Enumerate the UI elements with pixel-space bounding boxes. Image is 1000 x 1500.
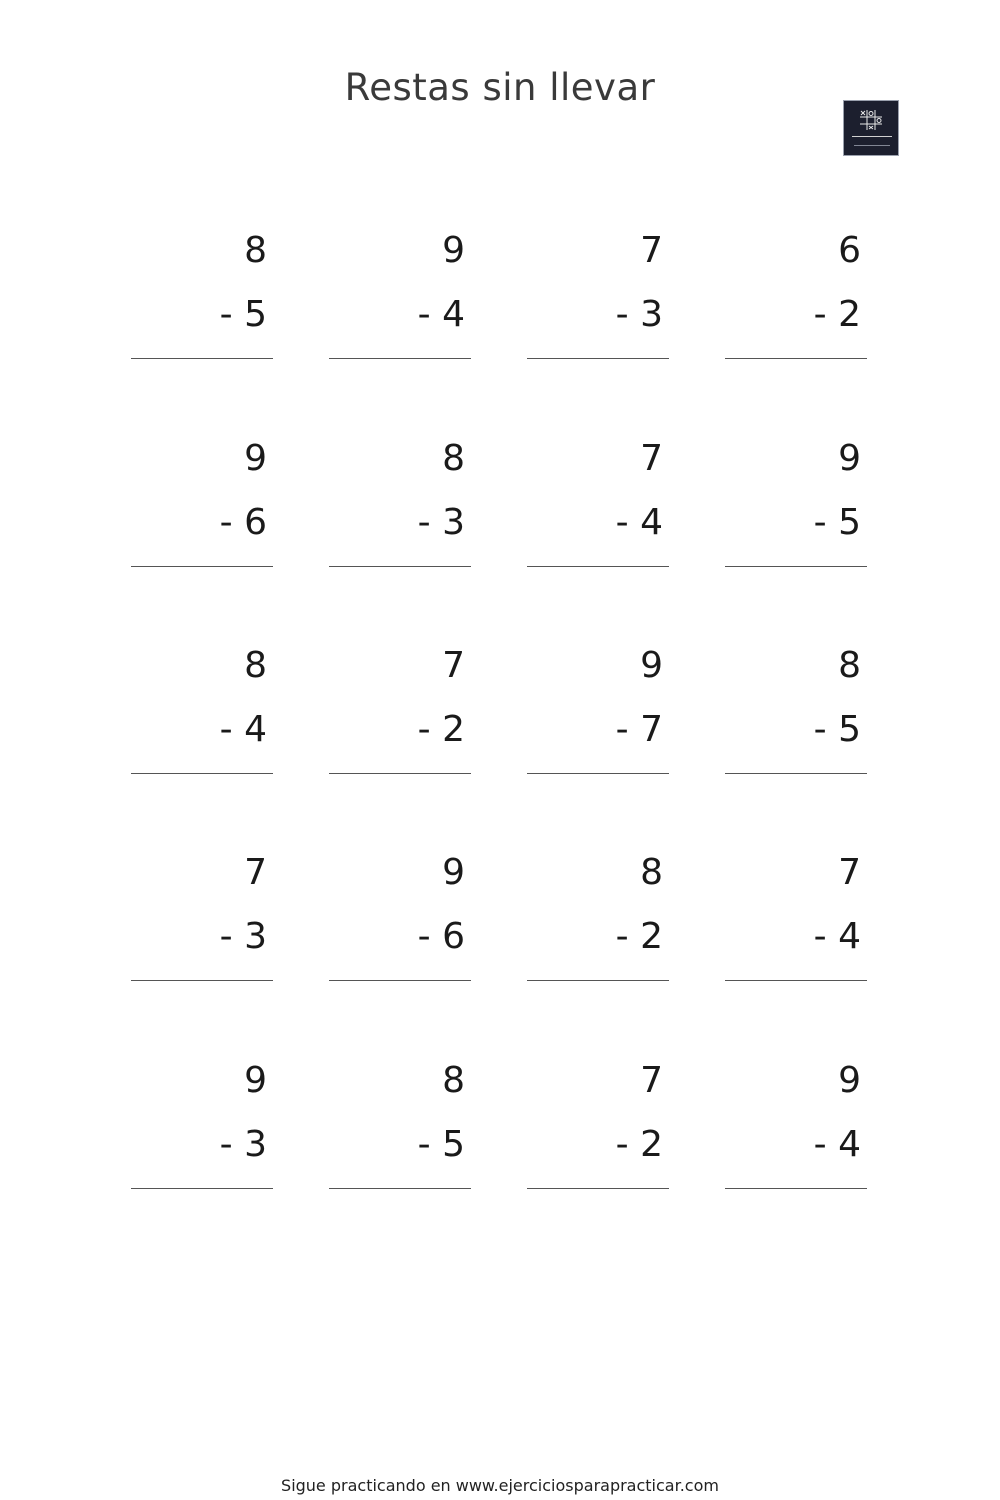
subtraction-problem — [527, 439, 669, 599]
footer-note: Sigue practicando en www.ejerciciosparapracticar.com — [281, 1476, 719, 1495]
minuend: 7 — [442, 645, 465, 686]
subtraction-problem — [527, 1061, 669, 1221]
subtraction-problem — [329, 439, 471, 599]
minuend: 8 — [244, 645, 267, 686]
minuend: 9 — [838, 438, 861, 479]
answer-line[interactable] — [329, 1188, 471, 1189]
answer-line[interactable] — [527, 566, 669, 567]
answer-line[interactable] — [329, 980, 471, 981]
minuend: 9 — [442, 230, 465, 271]
subtrahend: - 3 — [615, 294, 663, 335]
minuend: 9 — [244, 1060, 267, 1101]
subtrahend: - 3 — [219, 916, 267, 957]
subtrahend: - 7 — [615, 709, 663, 750]
answer-line[interactable] — [131, 358, 273, 359]
minuend: 9 — [244, 438, 267, 479]
answer-line[interactable] — [131, 1188, 273, 1189]
subtrahend: - 4 — [417, 294, 465, 335]
answer-line[interactable] — [725, 1188, 867, 1189]
minuend: 7 — [640, 230, 663, 271]
subtrahend: - 5 — [219, 294, 267, 335]
subtrahend: - 6 — [219, 502, 267, 543]
minuend: 7 — [640, 1060, 663, 1101]
subtrahend: - 3 — [417, 502, 465, 543]
minuend: 9 — [640, 645, 663, 686]
minuend: 8 — [442, 1060, 465, 1101]
subtraction-problem — [725, 231, 867, 391]
answer-line[interactable] — [131, 773, 273, 774]
subtrahend: - 6 — [417, 916, 465, 957]
minuend: 8 — [838, 645, 861, 686]
minuend: 7 — [838, 852, 861, 893]
subtrahend: - 4 — [813, 1124, 861, 1165]
subtraction-problem — [527, 231, 669, 391]
page-title: Restas sin llevar — [344, 66, 656, 109]
minuend: 7 — [640, 438, 663, 479]
subtraction-problem — [329, 646, 471, 806]
subtraction-problem — [131, 231, 273, 391]
answer-line[interactable] — [131, 566, 273, 567]
minuend: 9 — [442, 852, 465, 893]
answer-line[interactable] — [527, 980, 669, 981]
subtraction-problem — [131, 439, 273, 599]
minuend: 8 — [640, 852, 663, 893]
subtraction-problem — [131, 853, 273, 1013]
subtraction-problem — [725, 439, 867, 599]
subtraction-problem — [527, 853, 669, 1013]
subtraction-problem — [131, 1061, 273, 1221]
subtraction-problem — [329, 853, 471, 1013]
subtrahend: - 2 — [417, 709, 465, 750]
answer-line[interactable] — [329, 358, 471, 359]
subtraction-problem — [131, 646, 273, 806]
answer-line[interactable] — [329, 773, 471, 774]
subtrahend: - 4 — [813, 916, 861, 957]
minuend: 6 — [838, 230, 861, 271]
subtraction-problem — [725, 646, 867, 806]
answer-line[interactable] — [527, 358, 669, 359]
answer-line[interactable] — [527, 1188, 669, 1189]
minuend: 9 — [838, 1060, 861, 1101]
subtrahend: - 5 — [813, 709, 861, 750]
subtrahend: - 3 — [219, 1124, 267, 1165]
subtrahend: - 2 — [615, 1124, 663, 1165]
subtraction-problem — [725, 1061, 867, 1221]
answer-line[interactable] — [725, 566, 867, 567]
subtrahend: - 2 — [813, 294, 861, 335]
answer-line[interactable] — [725, 980, 867, 981]
subtrahend: - 5 — [417, 1124, 465, 1165]
subtrahend: - 5 — [813, 502, 861, 543]
subtrahend: - 4 — [219, 709, 267, 750]
minuend: 7 — [244, 852, 267, 893]
subtraction-problem — [527, 646, 669, 806]
answer-line[interactable] — [725, 773, 867, 774]
answer-line[interactable] — [329, 566, 471, 567]
answer-line[interactable] — [725, 358, 867, 359]
subtraction-problem — [329, 1061, 471, 1221]
minuend: 8 — [244, 230, 267, 271]
minuend: 8 — [442, 438, 465, 479]
subtraction-problem — [329, 231, 471, 391]
subtrahend: - 2 — [615, 916, 663, 957]
answer-line[interactable] — [131, 980, 273, 981]
subtrahend: - 4 — [615, 502, 663, 543]
answer-line[interactable] — [527, 773, 669, 774]
subtraction-problem — [725, 853, 867, 1013]
